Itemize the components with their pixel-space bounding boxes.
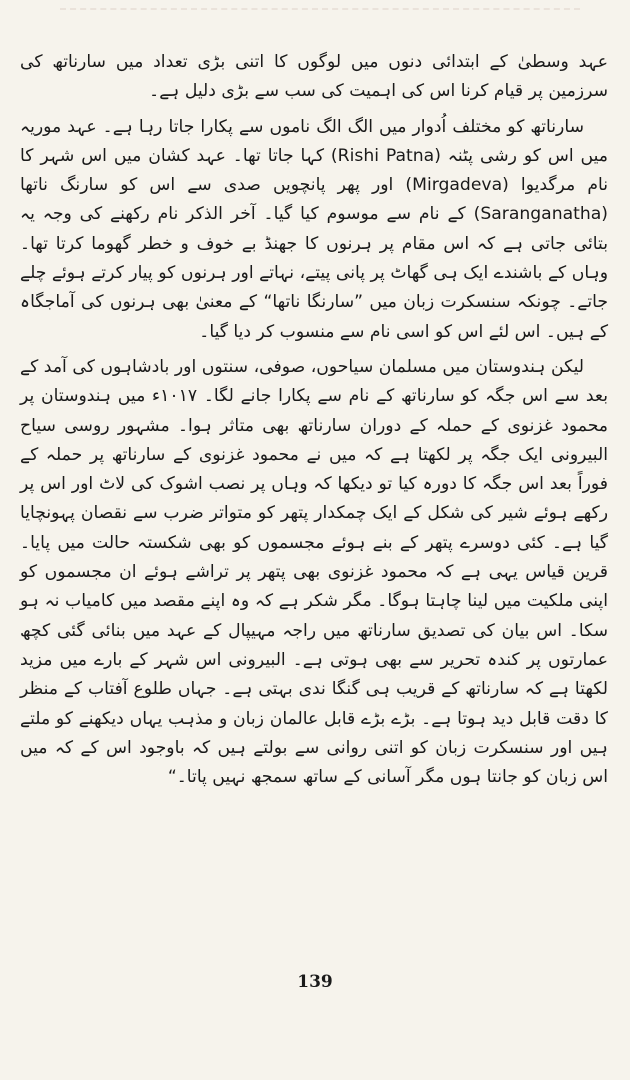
bleed-through-text bbox=[60, 8, 580, 30]
page-number: 139 bbox=[297, 972, 333, 992]
paragraph-2: سارناتھ کو مختلف اُدوار میں الگ الگ ناموں سے پکارا جاتا رہا ہے۔ عہد موریہ میں اس کو رشی پٹنہ (Rishi Patna) کہا جاتا تھا۔ عہد کشان میں اس شہر کا نام مرگدیوا (Mirgadeva) اور پھر پانچویں صدی سے اس کو سارنگ ناتھا (Saranganatha) کے نام سے موسوم کیا گیا۔ آخر الذکر نام رکھنے کی وجہ یہ بتائی جاتی ہے کہ اس مقام پر ہرنوں کا جھنڈ بے خوف و خطر گھوما کرتا تھا۔ وہاں کے باشندے ایک ہی گھاٹ پر پانی پیتے، نہاتے اور ہرنوں کو پیار کرتے ہوئے چلے جاتے۔ چونکہ سنسکرت زبان میں ”سارنگا ناتھا“ کے معنیٰ بھی ہرنوں کی آماجگاہ کے ہیں۔ اس لئے اس کو اسی نام سے منسوب کر دیا گیا۔ bbox=[20, 116, 609, 342]
body-text bbox=[20, 48, 608, 792]
paragraph-3: لیکن ہندوستان میں مسلمان سیاحوں، صوفی، سنتوں اور بادشاہوں کی آمد کے بعد سے اس جگہ کو سارناتھ کے نام سے پکارا جانے لگا۔ ۱۰۱۷ء میں ہندوستان پر محمود غزنوی کے حملہ کے دوران سارناتھ بھی متاثر ہوا۔ مشہور روسی سیاح البیرونی ایک جگہ پر لکھتا ہے کہ میں نے محمود غزنوی کے سارناتھ پر حملہ کے فوراً بعد اس جگہ کا دورہ کیا تو دیکھا کہ وہاں پر نصب اشوک کی لاٹ اور اس پر رکھے ہوئے شیر کی شکل کے ایک چمکدار پتھر کو متواتر ضرب سے نقصان پہونچایا گیا ہے۔ کئی دوسرے پتھر کے بنے ہوئے مجسموں کو بھی شکستہ حالت میں پایا۔ قرین قیاس یہی ہے کہ محمود غزنوی بھی پتھر پر تراشے ہوئے ان مجسموں کو اپنی ملکیت میں لینا چاہتا ہوگا۔ مگر شکر ہے کہ وہ اپنے مقصد میں کامیاب نہ ہو سکا۔ اس بیان کی تصدیق سارناتھ میں راجہ مہیپال کے عہد میں بنائی گئی کچھ عمارتوں پر کندہ تحریر سے بھی ہوتی ہے۔ البیرونی اس شہر کے بارے میں مزید لکھتا ہے کہ سارناتھ کے قریب ہی گنگا ندی بہتی ہے۔ جہاں طلوع آفتاب کے منظر کا دقت قابل دید ہوتا ہے۔ بڑے بڑے قابل عالمان زبان و مذہب یہاں دیکھنے کو ملتے ہیں اور سنسکرت زبان کو اتنی روانی سے بولتے ہیں کہ باوجود اس کے کہ میں اس زبان کو جانتا ہوں مگر آسانی کے ساتھ سمجھ نہیں پاتا۔“ bbox=[20, 356, 609, 788]
paragraph-1: عہد وسطیٰ کے ابتدائی دنوں میں لوگوں کا اتنی بڑی تعداد میں سارناتھ کی سرزمین پر قیام کرنا اس کی اہمیت کی سب سے بڑی دلیل ہے۔ bbox=[20, 52, 608, 102]
